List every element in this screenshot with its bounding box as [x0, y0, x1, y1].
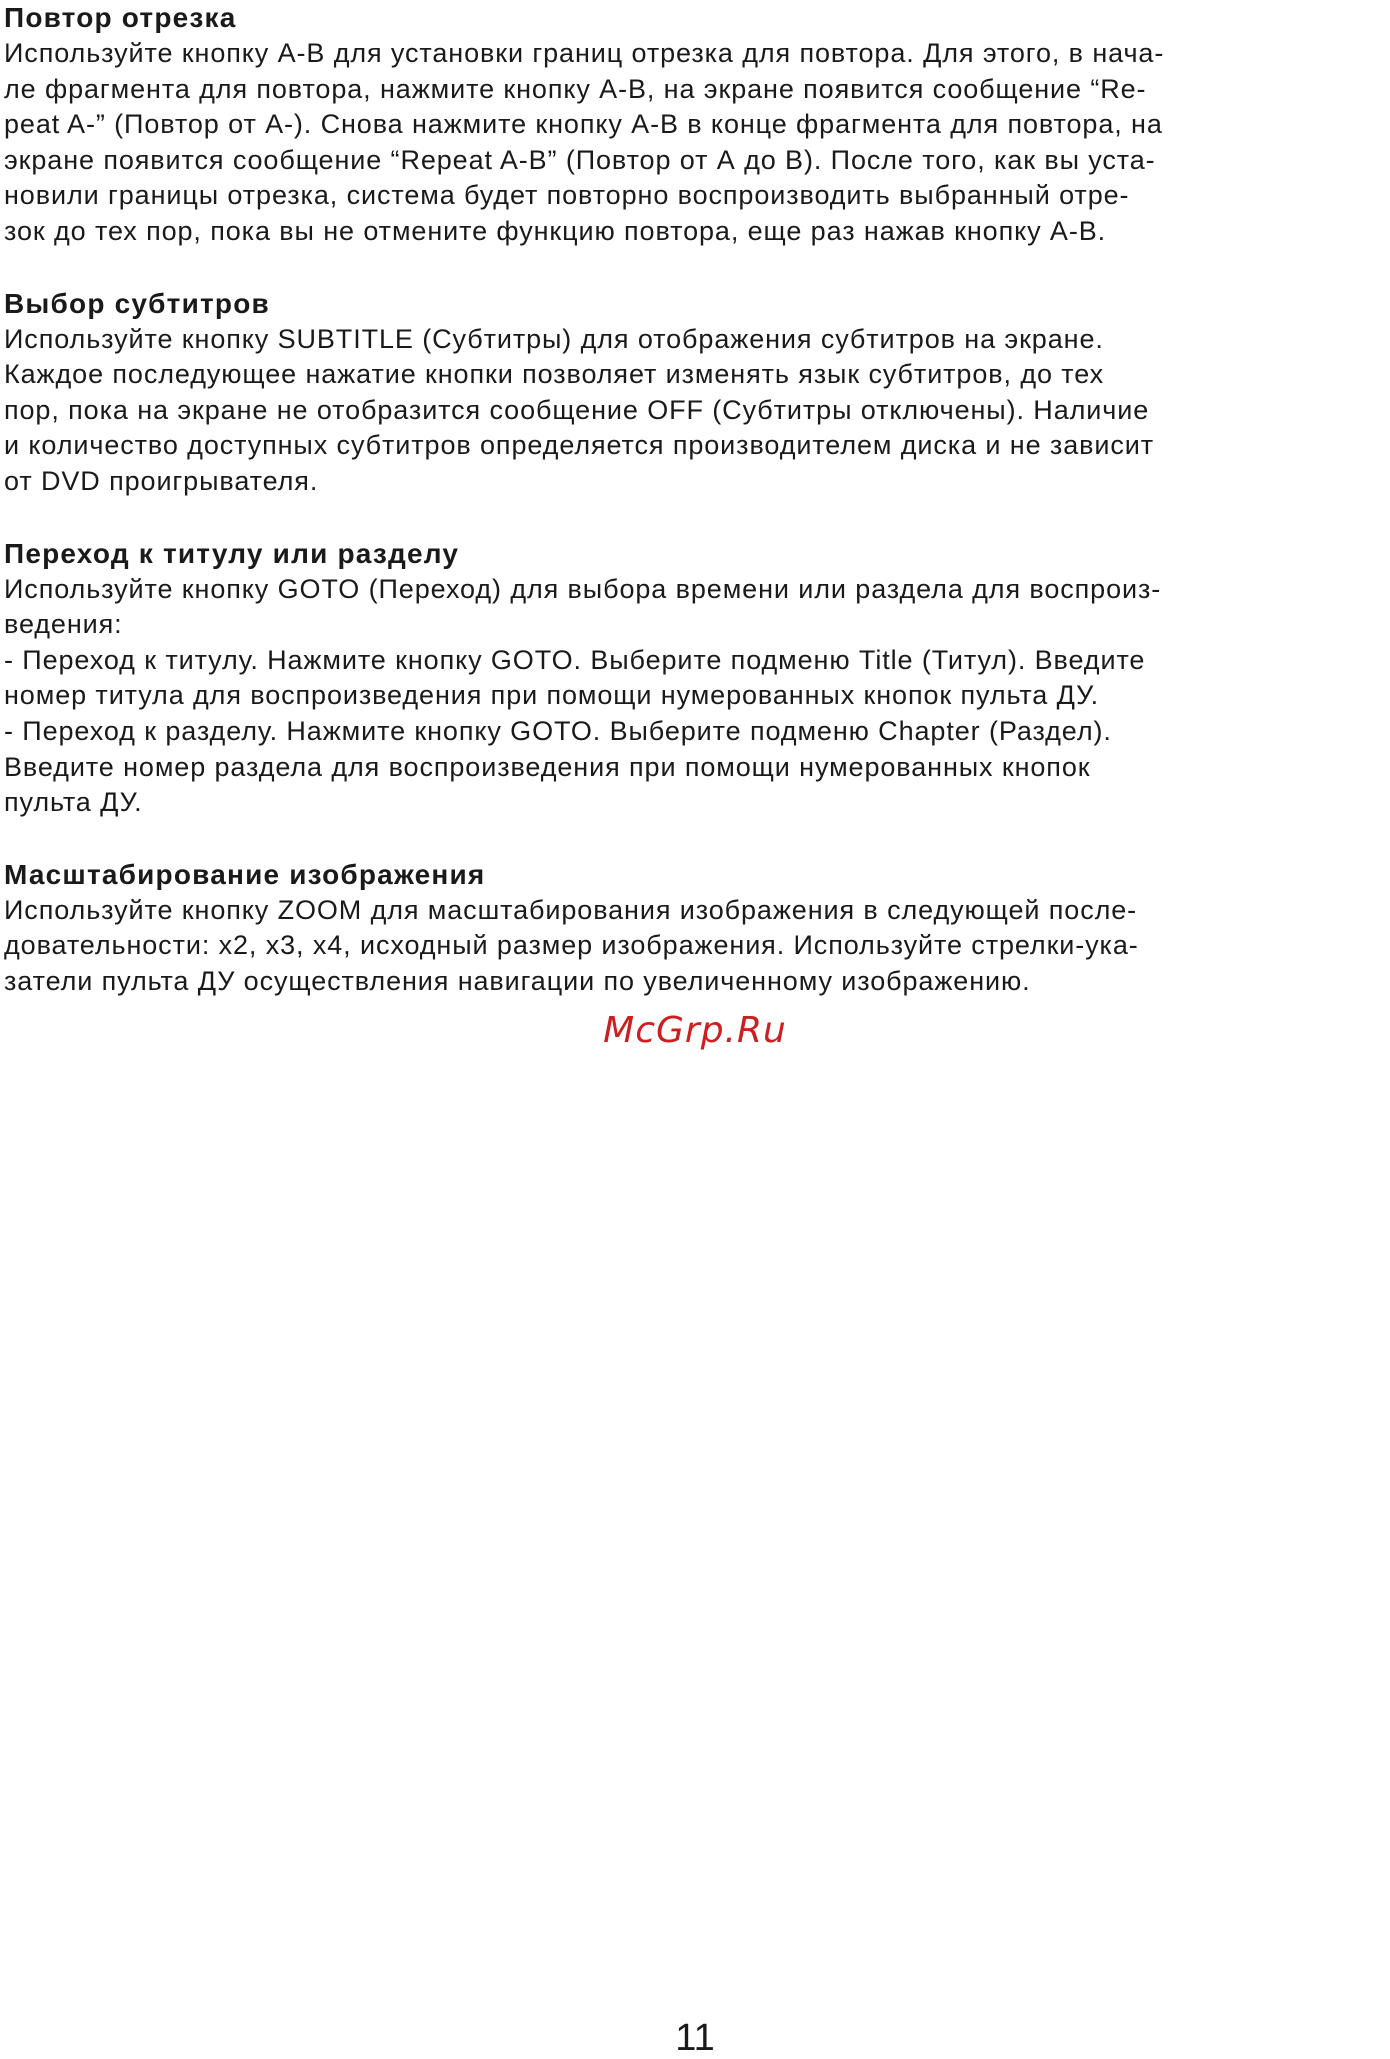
paragraph-line: Используйте кнопку SUBTITLE (Субтитры) для отображения субтитров на экране.: [4, 323, 1104, 354]
paragraph-line: peat A-” (Повтор от А-). Снова нажмите кнопку А-В в конце фрагмента для повтора, на: [4, 109, 1163, 140]
paragraph-line: - Переход к титулу. Нажмите кнопку GOTO. Выберите подменю Title (Титул). Введите: [4, 644, 1146, 675]
section-subtitles: [4, 286, 1388, 500]
section-ab-repeat: [4, 0, 1388, 250]
document-body: [4, 0, 1388, 1035]
paragraph-line: довательности: x2, x3, x4, исходный размер изображения. Используйте стрелки-ука-: [4, 930, 1139, 961]
paragraph-line: ведения:: [4, 609, 123, 640]
paragraph-line: Введите номер раздела для воспроизведения при помощи нумерованных кнопок: [4, 751, 1091, 782]
watermark: McGrp.Ru: [603, 1010, 787, 1051]
section-heading: Масштабирование изображения: [4, 858, 486, 890]
section-goto: [4, 536, 1388, 821]
section-heading: Выбор субтитров: [4, 287, 270, 319]
paragraph-line: новили границы отрезка, система будет повторно воспроизводить выбранный отре-: [4, 180, 1130, 211]
paragraph-line: Каждое последующее нажатие кнопки позволяет изменять язык субтитров, до тех: [4, 359, 1104, 390]
section-zoom: [4, 857, 1388, 1000]
page-number: 11: [675, 2017, 715, 2059]
paragraph-line: экране появится сообщение “Repeat A-B” (Повтор от А до В). После того, как вы уста-: [4, 144, 1156, 175]
paragraph-line: номер титула для воспроизведения при помощи нумерованных кнопок пульта ДУ.: [4, 680, 1099, 711]
paragraph-line: Используйте кнопку GOTO (Переход) для выбора времени или раздела для воспроиз-: [4, 573, 1162, 604]
section-heading: Повтор отрезка: [4, 2, 237, 33]
paragraph-line: пульта ДУ.: [4, 787, 143, 818]
section-heading: Переход к титулу или разделу: [4, 537, 460, 569]
paragraph-line: пор, пока на экране не отобразится сообщение OFF (Субтитры отключены). Наличие: [4, 394, 1150, 425]
paragraph-line: Используйте кнопку ZOOM для масштабирования изображения в следующей после-: [4, 894, 1138, 925]
paragraph-line: Используйте кнопку А-В для установки границ отрезка для повтора. Для этого, в нача-: [4, 38, 1165, 68]
paragraph-line: затели пульта ДУ осуществления навигации по увеличенному изображению.: [4, 965, 1031, 996]
paragraph-line: от DVD проигрывателя.: [4, 465, 319, 496]
paragraph-line: зок до тех пор, пока вы не отмените функцию повтора, еще раз нажав кнопку А-В.: [4, 215, 1107, 246]
paragraph-line: и количество доступных субтитров определяется производителем диска и не зависит: [4, 430, 1155, 461]
paragraph-line: ле фрагмента для повтора, нажмите кнопку А-В, на экране появится сообщение “Re-: [4, 73, 1147, 104]
paragraph-line: - Переход к разделу. Нажмите кнопку GOTO. Выберите подменю Chapter (Раздел).: [4, 715, 1112, 746]
